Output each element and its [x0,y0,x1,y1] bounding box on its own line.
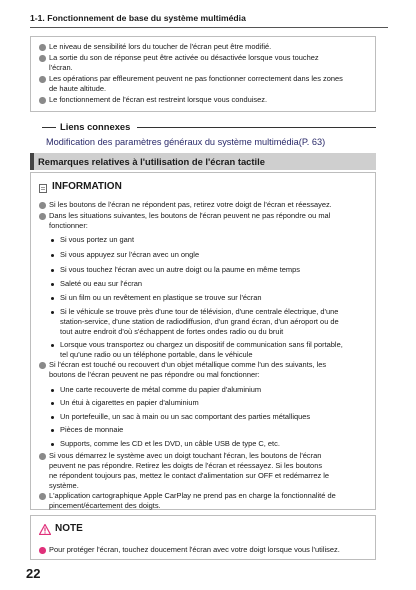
sub-bullet-icon [51,416,54,419]
sub-bullet-icon [51,239,54,242]
bullet-icon [39,76,46,83]
sub-bullet-icon [51,311,54,314]
sub-bullet-icon [51,402,54,405]
warning-icon [39,524,51,535]
section-accent [30,153,34,170]
bullet-icon [39,362,46,369]
liens-title: Liens connexes [60,121,131,132]
sub-bullet-icon [51,269,54,272]
sub-bullet-icon [51,297,54,300]
related-link[interactable]: Modification des paramètres généraux du système multimédia(P. 63) [46,137,326,147]
document-icon [39,184,47,193]
bullet-icon [39,493,46,500]
sub-bullet-icon [51,283,54,286]
liens-rule-left [42,127,56,128]
bullet-icon [39,202,46,209]
sub-bullet-icon [51,429,54,432]
bullet-icon [39,55,46,62]
information-box: INFORMATION Si les boutons de l'écran ne répondent pas, retirez votre doigt de l'écran et réessayez. Dans les situations suivantes, les boutons de l'écran peuvent ne pas répondre ou mal fonctionner: Si vous portez un gant Si vous appuyez sur l'écran avec un ongle Si vous touchez l'écran avec un autre doigt ou la paume en même temps Saleté ou eau sur l'écran Si un film ou un revêtement en plastique se trouve sur l'écran Si le véhicule se trouve près d'une tour de télévision, d'une centrale électrique, d'une station-service, d'une station de radiodiffusion, d'un grand écran, d'un aéroport ou de tout autre endroit d'où s'échappent de fortes ondes radio ou du bruit Lorsque vous transportez ou chargez un dispositif de communication sans fil portable, tel qu'une radio ou un téléphone portable, dans le véhicule Si l'écran est touché ou recouvert d'un objet métallique comme l'un des suivants, les boutons de l'écran peuvent ne pas répondre ou mal fonctionner: Une carte recouverte de métal comme du papier d'aluminium Un étui à cigarettes en papier d'aluminium Un portefeuille, un sac à main ou un sac comportant des parties métalliques Pièces de monnaie Supports, comme les CD et les DVD, un câble USB de type C, etc. Si vous démarrez le système avec un doigt touchant l'écran, les boutons de l'écran peuvent ne pas répondre. Retirez les doigts de l'écran et réessayez. Si les boutons ne répondent toujours pas, mettez le contact d'alimentation sur OFF et redémarrez le système. L'application cartographique Apple CarPlay ne prend pas en charge la fonctionnalité de pincement/écartement des doigts. [30,172,376,510]
sub-bullet-icon [51,254,54,257]
header-divider [30,27,388,28]
sub-bullet-icon [51,443,54,446]
bullet-icon [39,547,46,554]
note-heading: NOTE [55,523,83,534]
bullet-icon [39,97,46,104]
information-heading: INFORMATION [52,181,122,192]
notes-box: Le niveau de sensibilité lors du toucher de l'écran peut être modifié. La sortie du son de réponse peut être activée ou désactivée lorsque vous touchez l'écran. Les opérations par effleurement peuvent ne pas fonctionner correctement dans les zones de haute altitude. Le fonctionnement de l'écran est restreint lorsque vous conduisez. [30,36,376,112]
note-box: NOTE Pour protéger l'écran, touchez doucement l'écran avec votre doigt lorsque vous l'utilisez. [30,515,376,560]
bullet-icon [39,213,46,220]
bullet-icon [39,44,46,51]
sub-bullet-icon [51,344,54,347]
section-title: Remarques relatives à l'utilisation de l'écran tactile [38,156,265,167]
bullet-icon [39,453,46,460]
chapter-title: 1-1. Fonctionnement de base du système multimédia [30,13,246,23]
liens-rule-right [137,127,376,128]
page-header [30,11,388,27]
page-number: 22 [26,566,41,581]
sub-bullet-icon [51,389,54,392]
section-header [30,153,376,170]
